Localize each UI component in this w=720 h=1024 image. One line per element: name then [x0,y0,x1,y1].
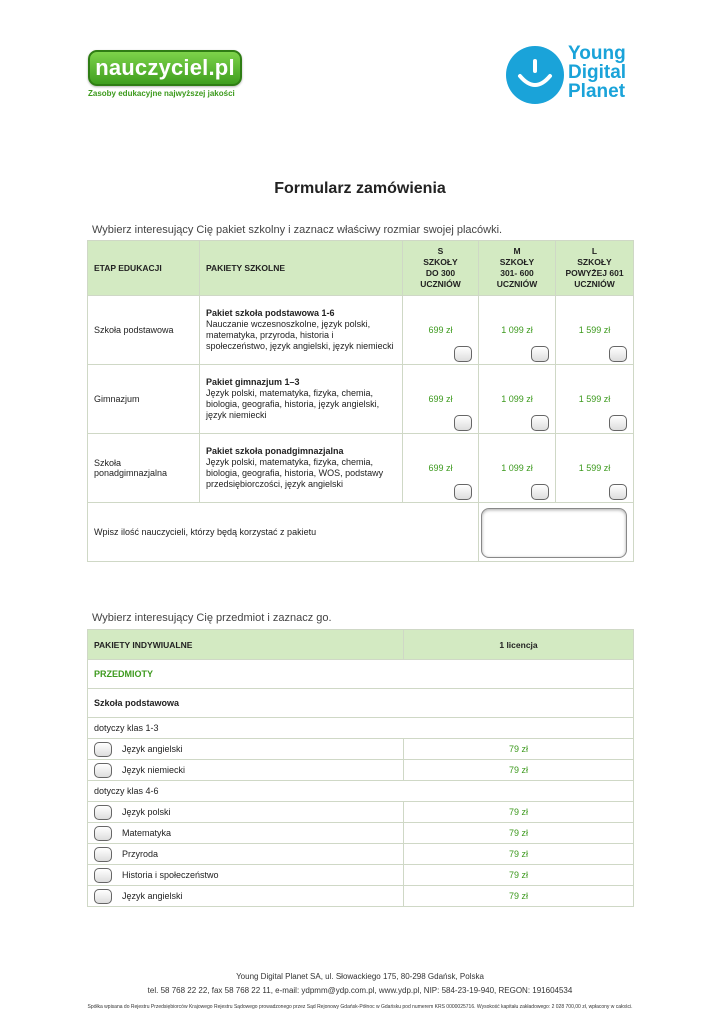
subject-price: 79 zł [404,844,634,865]
teachers-count-input[interactable] [481,508,627,558]
package-cell: Pakiet szkoła ponadgimnazjalna Język polski, matematyka, fizyka, chemia, biologia, geografia, historia, WOS, podstawy przedsiębiorczości, język angielski [200,434,403,503]
price-m: 1 099 zł [479,296,556,365]
subject-checkbox[interactable] [94,889,112,904]
subject-name: Język angielski [122,743,183,754]
subject-price: 79 zł [404,760,634,781]
section2-intro: Wybierz interesujący Cię przedmiot i zaznacz go. [92,612,332,624]
subject-cell [88,865,404,886]
subject-cell [88,802,404,823]
table-header-row [88,630,634,660]
footer-address: Young Digital Planet SA, ul. Słowackiego 175, 80-298 Gdańsk, Polska [236,972,484,981]
subjects-row [88,660,634,689]
subject-checkbox[interactable] [94,805,112,820]
size-s-checkbox[interactable] [454,415,472,431]
subject-name: Historia i społeczeństwo [122,869,219,880]
header-license: 1 licencja [404,630,634,660]
size-l-checkbox[interactable] [609,484,627,500]
group1-label: dotyczy klas 1-3 [88,718,634,739]
subject-name: Przyroda [122,848,159,859]
subject-name: Język polski [122,806,171,817]
price-m: 1 099 zł [479,434,556,503]
table-header-row [88,241,634,296]
col-header-m: M SZKOŁY 301- 600 UCZNIÓW [479,241,556,296]
subject-cell [88,844,404,865]
subject-row [88,802,634,823]
teachers-label: Wpisz ilość nauczycieli, którzy będą korzystać z pakietu [88,503,479,562]
table-row [88,296,634,365]
level-cell: Gimnazjum [88,365,200,434]
subject-name: Język niemiecki [122,764,186,775]
subject-cell [88,886,404,907]
subject-name: Język angielski [122,890,183,901]
size-l-checkbox[interactable] [609,346,627,362]
ydp-smile-icon [506,46,564,104]
col-header-s: S SZKOŁY DO 300 UCZNIÓW [403,241,479,296]
col-header-packages: PAKIETY SZKOLNE [200,241,403,296]
subject-checkbox[interactable] [94,742,112,757]
header-individual-packages: PAKIETY INDYWIUALNE [88,630,404,660]
subject-price: 79 zł [404,802,634,823]
table-row [88,365,634,434]
subject-checkbox[interactable] [94,826,112,841]
table-row [88,434,634,503]
ydp-logo-text: Young Digital Planet [568,43,627,102]
page-title: Formularz zamówienia [274,180,446,197]
footer-registry: Spółka wpisana do Rejestru Przedsiębiorców Krajowego Rejestru Sądowego prowadzonego przez Sąd Rejonowy Gdańsk-Północ w Gdańsku pod numerem KRS 0000025716. Wysokość kapitału zakładowego: 2 028 700,00 zł, wpłacony w całości. [87,1004,633,1010]
price-l: 1 599 zł [556,365,634,434]
subject-row [88,823,634,844]
price-m: 1 099 zł [479,365,556,434]
price-s: 699 zł [403,365,479,434]
size-s-checkbox[interactable] [454,346,472,362]
price-s: 699 zł [403,296,479,365]
subject-row [88,844,634,865]
price-l: 1 599 zł [556,296,634,365]
subject-price: 79 zł [404,865,634,886]
package-cell: Pakiet szkoła podstawowa 1-6 Nauczanie wczesnoszkolne, język polski, matematyka, przyroda, historia i społeczeństwo, język angielski, język niemiecki [200,296,403,365]
subject-price: 79 zł [404,739,634,760]
price-l: 1 599 zł [556,434,634,503]
teachers-input-cell [479,503,634,562]
size-m-checkbox[interactable] [531,484,549,500]
size-m-checkbox[interactable] [531,415,549,431]
subject-cell [88,760,404,781]
subject-cell [88,823,404,844]
col-header-level: ETAP EDUKACJI [88,241,200,296]
size-s-checkbox[interactable] [454,484,472,500]
school-packages-table [87,240,634,562]
group2-label: dotyczy klas 4-6 [88,781,634,802]
subject-checkbox[interactable] [94,763,112,778]
subject-cell [88,739,404,760]
size-m-checkbox[interactable] [531,346,549,362]
school-row [88,689,634,718]
subject-checkbox[interactable] [94,868,112,883]
subject-name: Matematyka [122,827,172,838]
subject-price: 79 zł [404,823,634,844]
section1-intro: Wybierz interesujący Cię pakiet szkolny i zaznacz właściwy rozmiar swojej placówki. [92,224,503,236]
footer-contact: tel. 58 768 22 22, fax 58 768 22 11, e-mail: ydpmm@ydp.com.pl, www.ydp.pl, NIP: 584-23-19-940, REGON: 191604534 [147,986,573,995]
subject-row [88,886,634,907]
group-row [88,718,634,739]
group-row [88,781,634,802]
subject-price: 79 zł [404,886,634,907]
package-cell: Pakiet gimnazjum 1–3 Język polski, matematyka, fizyka, chemia, biologia, geografia, historia, język angielski, język niemiecki [200,365,403,434]
level-cell: Szkoła podstawowa [88,296,200,365]
size-l-checkbox[interactable] [609,415,627,431]
subject-checkbox[interactable] [94,847,112,862]
logo-tagline: Zasoby edukacyjne najwyższej jakości [88,89,235,98]
price-s: 699 zł [403,434,479,503]
subject-row [88,739,634,760]
subject-row [88,760,634,781]
subject-row [88,865,634,886]
teachers-row [88,503,634,562]
individual-packages-table [87,629,634,907]
school-label: Szkoła podstawowa [88,689,634,718]
level-cell: Szkoła ponadgimnazjalna [88,434,200,503]
nauczyciel-logo: nauczyciel.pl [88,50,242,86]
col-header-l: L SZKOŁY POWYŻEJ 601 UCZNIÓW [556,241,634,296]
subjects-label: PRZEDMIOTY [88,660,634,689]
